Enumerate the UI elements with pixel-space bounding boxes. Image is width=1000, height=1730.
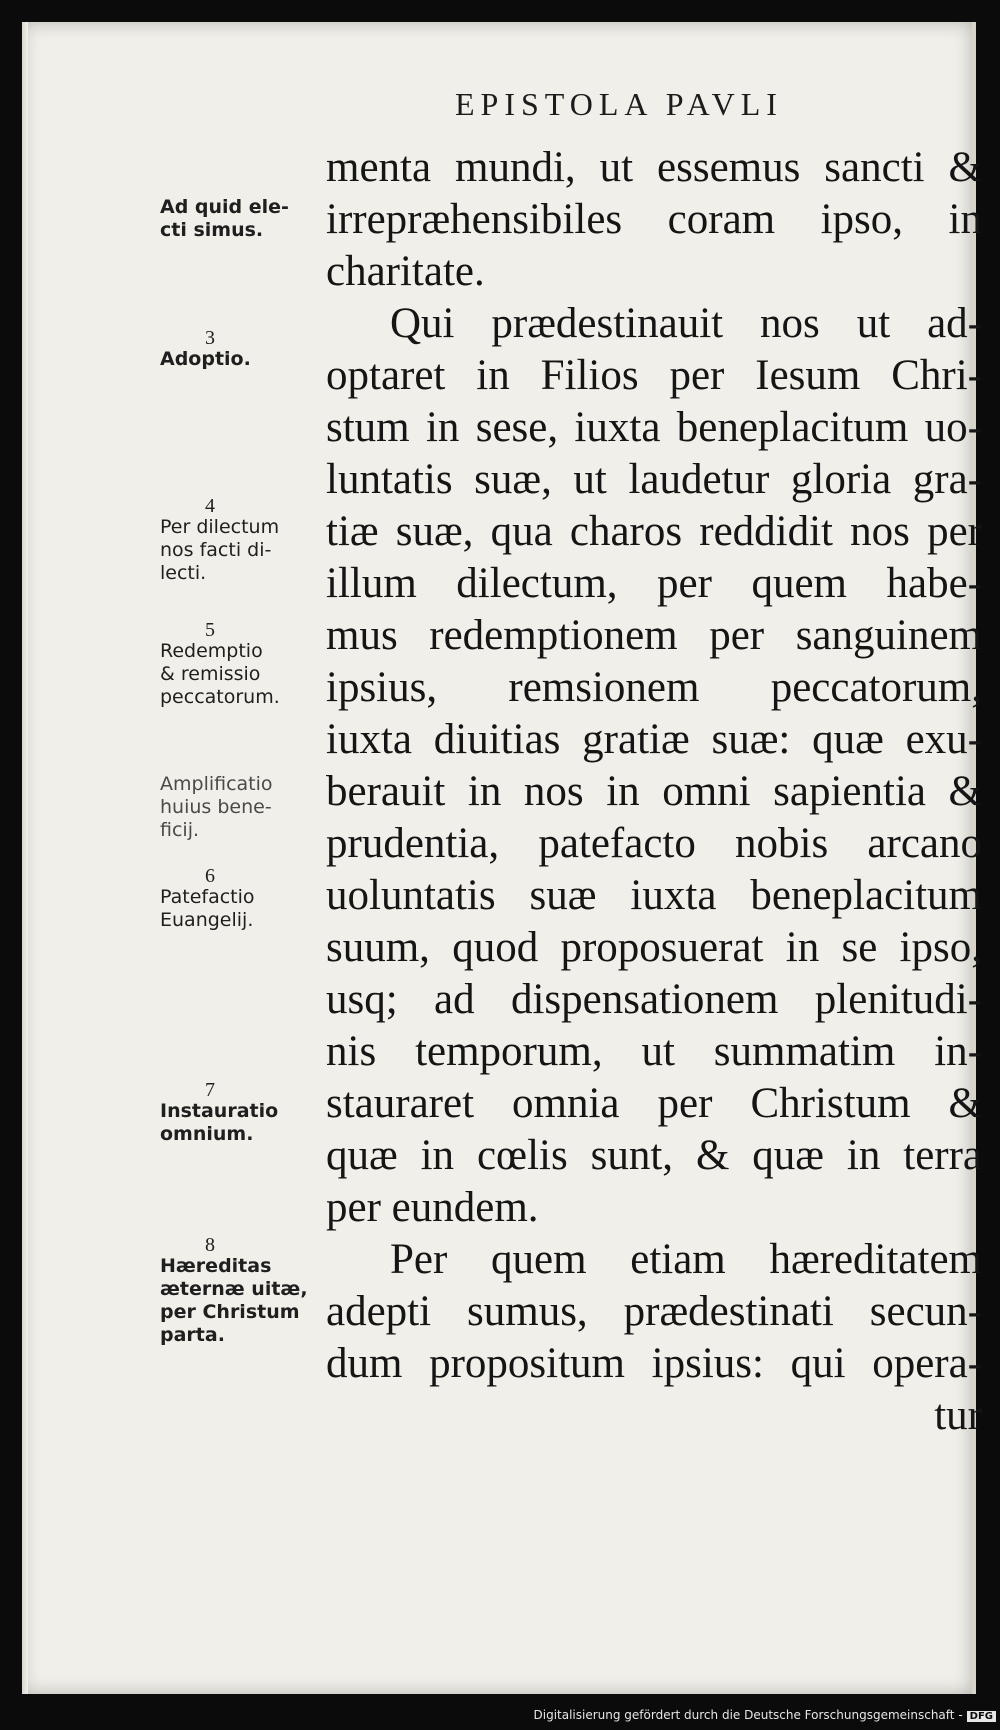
page-gutter-shadow (22, 22, 28, 1694)
text-line: irrepræhensibiles coram ipso, in (326, 196, 982, 243)
margin-note-line: lecti. (160, 562, 207, 584)
margin-note-line: cti simus. (160, 219, 264, 241)
margin-note-line: huius bene- (160, 796, 272, 818)
text-line: optaret in Filios per Iesum Chri- (326, 352, 982, 399)
text-line: menta mundi, ut essemus sancti & (326, 144, 982, 191)
margin-note-line: Patefactio (160, 886, 255, 908)
text-line: charitate. (326, 248, 485, 295)
margin-note-line: per Christum (160, 1301, 300, 1323)
text-line: Per quem etiam hæreditatem (390, 1236, 982, 1283)
margin-note-line: ficij. (160, 819, 200, 841)
margin-note-line: Per dilectum (160, 516, 280, 538)
digitization-credit (0, 1708, 996, 1722)
margin-note (160, 328, 328, 371)
margin-note-line: Adoptio. (160, 348, 251, 370)
margin-note-line: Ad quid ele- (160, 196, 289, 218)
text-line: stum in sese, iuxta beneplacitum uo- (326, 404, 982, 451)
text-line: berauit in nos in omni sapientia & (326, 768, 982, 815)
margin-note-line: nos facti di- (160, 539, 272, 561)
dfg-logo: DFG (967, 1711, 996, 1722)
margin-note (160, 496, 328, 585)
verse-number: 4 (205, 495, 215, 517)
margin-note-line: Euangelij. (160, 909, 254, 931)
margin-note-line: parta. (160, 1324, 225, 1346)
margin-note-line: peccatorum. (160, 686, 280, 708)
text-line: usq; ad dispensationem plenitudi- (326, 976, 982, 1023)
text-line: uoluntatis suæ iuxta beneplacitum (326, 872, 982, 919)
verse-number: 6 (205, 865, 215, 887)
text-line: nis temporum, ut summatim in- (326, 1028, 982, 1075)
margin-note (160, 773, 328, 842)
text-line: adepti sumus, prædestinati secun- (326, 1288, 982, 1335)
credit-text: Digitalisierung gefördert durch die Deutsche Forschungsgemeinschaft - (533, 1708, 963, 1722)
margin-note (160, 1235, 328, 1347)
text-line: per eundem. (326, 1184, 539, 1231)
text-line: illum dilectum, per quem habe- (326, 560, 982, 607)
text-line: mus redemptionem per sanguinem (326, 612, 982, 659)
text-line: quæ in cœlis sunt, & quæ in terra (326, 1132, 982, 1179)
text-line: dum propositum ipsius: qui opera- (326, 1340, 982, 1387)
text-line: ipsius, remsionem peccatorum, (326, 664, 982, 711)
text-line: Qui prædestinauit nos ut ad- (390, 300, 982, 347)
margin-note-line: æternæ uitæ, (160, 1278, 308, 1300)
text-line: tiæ suæ, qua charos reddidit nos per (326, 508, 982, 555)
text-line: luntatis suæ, ut laudetur gloria gra- (326, 456, 982, 503)
text-line: iuxta diuitias gratiæ suæ: quæ exu- (326, 716, 982, 763)
verse-number: 5 (205, 619, 215, 641)
margin-note (160, 866, 328, 932)
text-line: prudentia, patefacto nobis arcano (326, 820, 982, 867)
margin-note-line: Amplificatio (160, 773, 273, 795)
running-head: EPISTOLA PAVLI (455, 86, 783, 122)
margin-note (160, 196, 328, 242)
margin-note (160, 620, 328, 709)
text-line: stauraret omnia per Christum & (326, 1080, 982, 1127)
margin-note (160, 1080, 328, 1146)
verse-number: 8 (205, 1234, 215, 1256)
margin-note-line: Redemptio (160, 640, 263, 662)
margin-note-line: & remissio (160, 663, 261, 685)
main-text-block (326, 142, 982, 1442)
verse-number: 3 (205, 327, 215, 349)
verse-number: 7 (205, 1079, 215, 1101)
catchword: tur (934, 1392, 982, 1439)
margin-note-line: Hæreditas (160, 1255, 272, 1277)
margin-note-line: Instauratio (160, 1100, 279, 1122)
margin-note-line: omnium. (160, 1123, 254, 1145)
text-line: suum, quod proposuerat in se ipso, (326, 924, 982, 971)
